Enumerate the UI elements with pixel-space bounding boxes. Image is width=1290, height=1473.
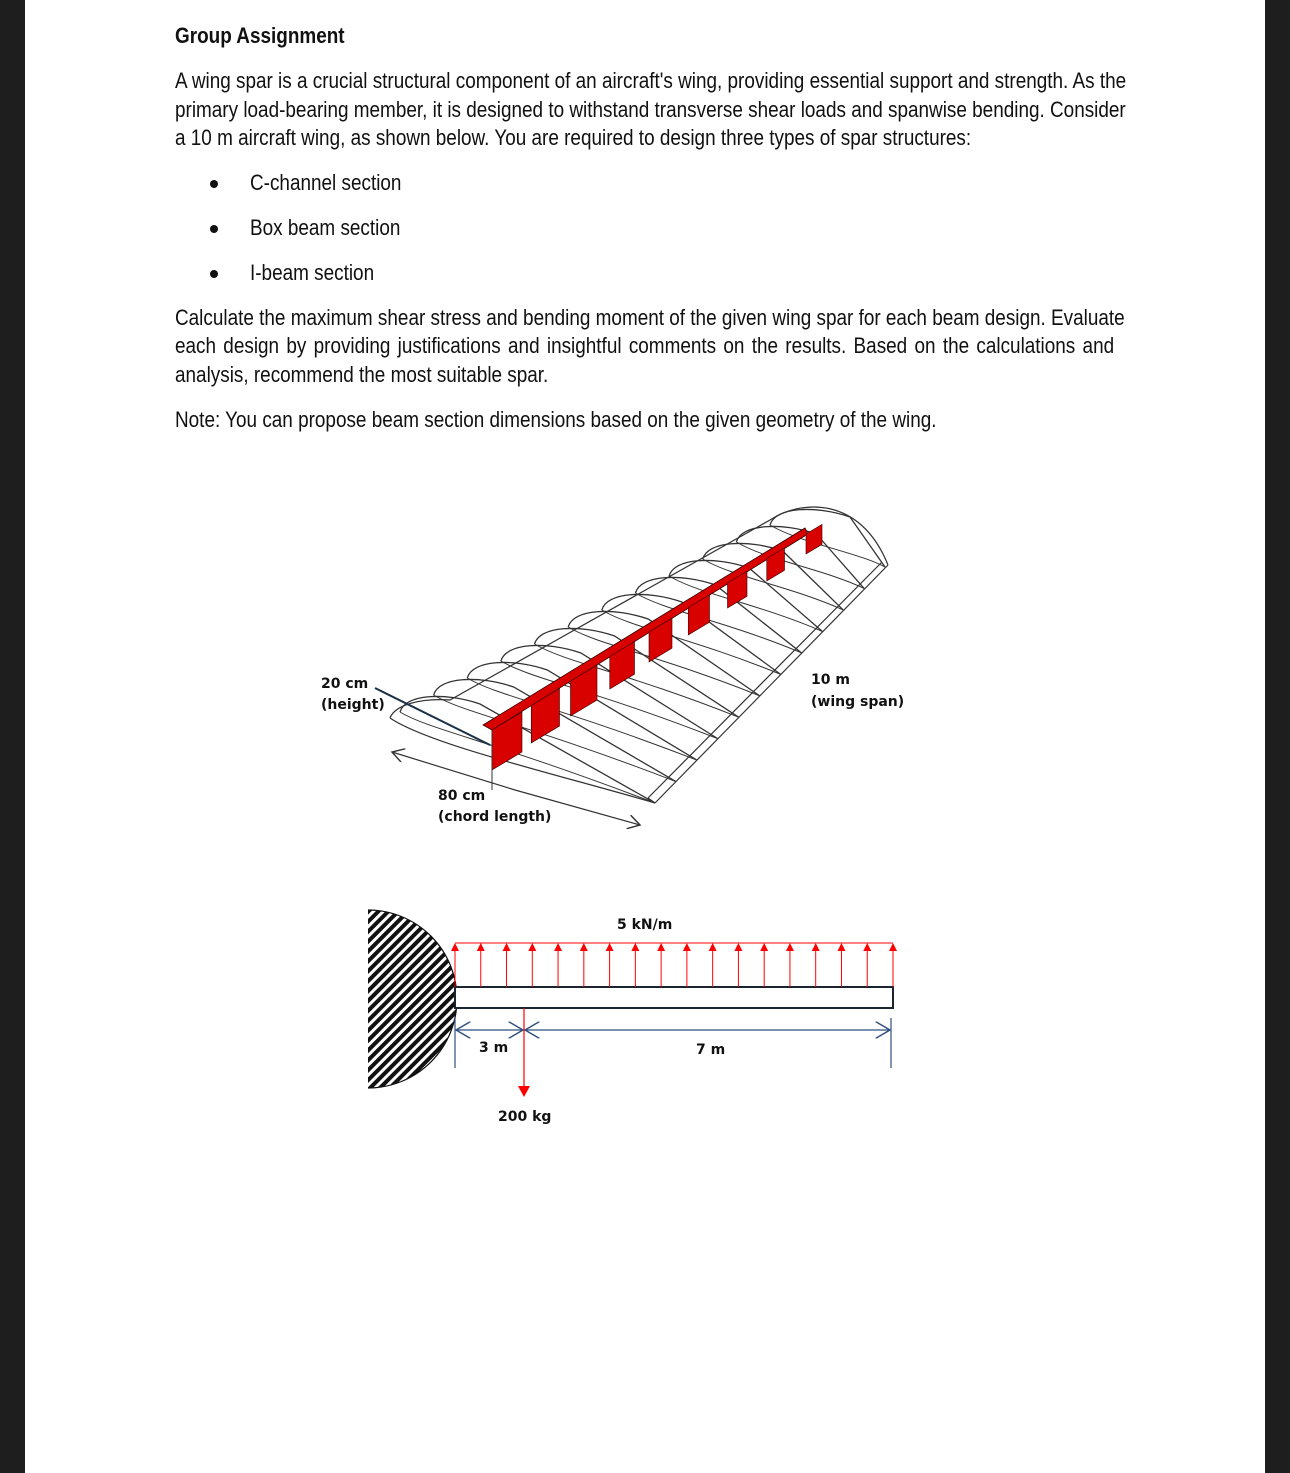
segment-1-label: 3 m <box>479 1040 509 1056</box>
task-line-1: Calculate the maximum shear stress and bending moment of the given wing spar for each beam design. Evaluate <box>175 305 1125 330</box>
load-arrowhead <box>786 943 794 951</box>
chord-value-label: 80 cm <box>438 788 486 804</box>
load-arrowhead <box>631 943 639 951</box>
load-arrowhead <box>683 943 691 951</box>
load-arrowhead <box>734 943 742 951</box>
span-value-label: 10 m <box>811 672 850 688</box>
load-arrowhead <box>889 943 897 951</box>
point-load-arrowhead <box>518 1086 530 1097</box>
dimension-lines <box>455 1018 891 1068</box>
beam <box>455 987 893 1008</box>
wing-trailing-edge <box>648 562 888 803</box>
load-arrowhead <box>657 943 665 951</box>
height-caption-label: (height) <box>321 697 385 713</box>
task-line-2: each design by providing justifications and insightful comments on the results. Based on the calculations and <box>175 333 1115 358</box>
wing-ribs <box>400 509 885 803</box>
fixed-wall-support <box>368 910 457 1088</box>
intro-line-3: a 10 m aircraft wing, as shown below. You are required to design three types of spar structures: <box>175 125 972 150</box>
task-line-3: analysis, recommend the most suitable spar. <box>175 362 549 387</box>
load-arrowhead <box>503 943 511 951</box>
bullet-c-channel: C-channel section <box>250 170 402 195</box>
load-arrowhead <box>812 943 820 951</box>
load-arrowhead <box>837 943 845 951</box>
spar-web <box>806 524 822 554</box>
load-arrowhead <box>554 943 562 951</box>
load-arrowhead <box>760 943 768 951</box>
load-arrowhead <box>606 943 614 951</box>
wing-root-lower <box>390 718 655 803</box>
point-load-label: 200 kg <box>498 1109 552 1125</box>
bullet-box-beam: Box beam section <box>250 215 401 240</box>
distributed-load-label: 5 kN/m <box>617 917 673 933</box>
chord-caption-label: (chord length) <box>438 809 552 825</box>
note-text: Note: You can propose beam section dimensions based on the given geometry of the wing. <box>175 407 937 432</box>
intro-line-2: primary load-bearing member, it is designed to withstand transverse shear loads and spanwise bending. Consider <box>175 97 1126 122</box>
load-arrowhead <box>451 943 459 951</box>
height-value-label: 20 cm <box>321 676 369 692</box>
wing-rib <box>535 628 739 717</box>
spar-cap <box>483 528 808 730</box>
load-arrowhead <box>863 943 871 951</box>
load-arrowhead <box>709 943 717 951</box>
load-arrowhead <box>477 943 485 951</box>
load-arrowhead <box>580 943 588 951</box>
segment-2-label: 7 m <box>696 1042 726 1058</box>
distributed-load-arrows <box>451 943 897 987</box>
bullet-i-beam: I-beam section <box>250 260 375 285</box>
intro-line-1: A wing spar is a crucial structural component of an aircraft's wing, providing essential support and strength. As the <box>175 68 1127 93</box>
page-title: Group Assignment <box>175 23 345 48</box>
wing-rib <box>770 509 885 567</box>
span-caption-label: (wing span) <box>811 694 905 710</box>
load-arrowhead <box>528 943 536 951</box>
